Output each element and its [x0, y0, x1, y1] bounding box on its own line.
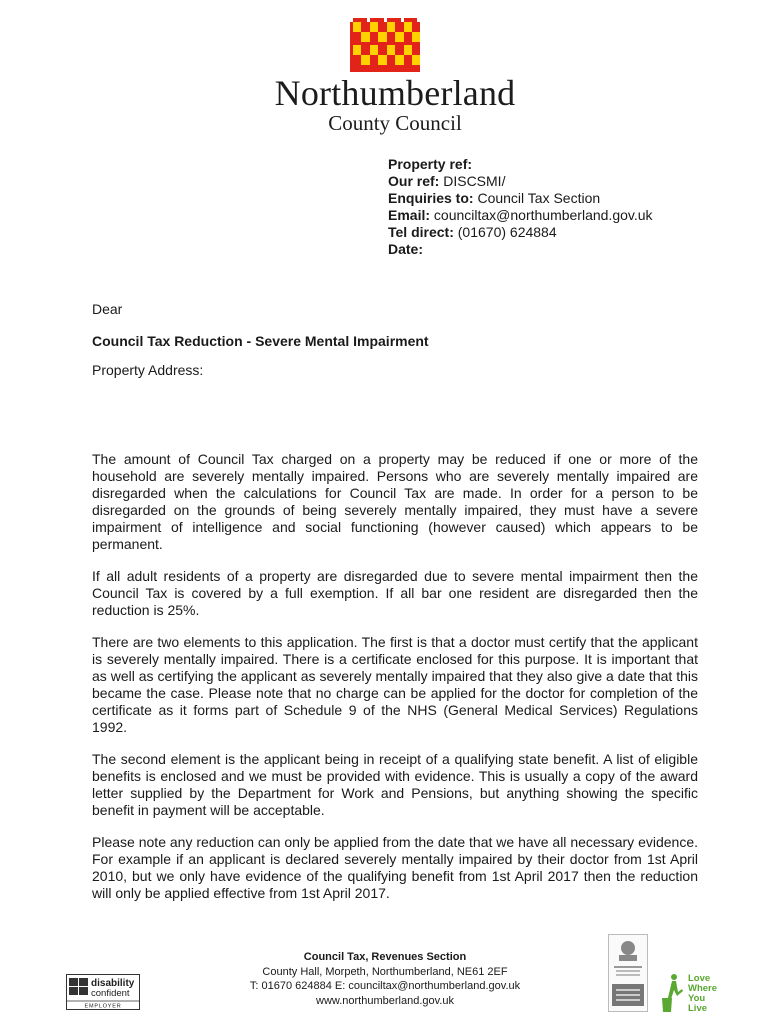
litter-bin-icon [662, 974, 683, 1012]
ref-label: Our ref: [388, 173, 440, 189]
footer-title: Council Tax, Revenues Section [303, 951, 467, 963]
ref-label: Property ref: [388, 156, 473, 172]
letter-subject: Council Tax Reduction - Severe Mental Impairment [92, 333, 429, 349]
crest-icon [350, 18, 420, 72]
paragraph: Please note any reduction can only be applied from the date that we have all necessary evidence. For example if an applicant is declared severely mentally impaired by their doctor from 1st April 2010, but we only have evidence of the qualifying benefit from 1st April 2017 then the reduction will only be applied effective from 1st April 2017. [92, 834, 698, 901]
org-name: Northumberland [274, 73, 516, 113]
lwyl-line: You [688, 993, 706, 1004]
lwyl-line: Love [688, 973, 711, 984]
paragraph: There are two elements to this application. The first is that a doctor must certify that the applicant is severely mentally impaired. There is a certificate enclosed for this purpose. It is important that as well as certifying the applicant as severely mentally impaired that they also give a date that this became the case. Please note that no charge can be applied for the doctor for completion of the certificate as it forms part of Schedule 9 of the NHS (General Medical Services) Regulations 1992. [92, 634, 698, 735]
ref-email [388, 207, 653, 224]
love-where-you-live-logo [660, 972, 732, 1014]
ref-value: DISCSMI/ [439, 173, 506, 189]
ref-tel [388, 224, 653, 241]
ref-enquiries [388, 190, 653, 207]
footer-contact: T: 01670 624884 E: counciltax@northumberland.gov.uk [249, 980, 521, 992]
ref-label: Email: [388, 207, 431, 223]
ref-label: Date: [388, 241, 424, 257]
lwyl-line: Where [688, 983, 718, 994]
dc-line2: confident [91, 988, 130, 999]
ref-date [388, 241, 653, 258]
council-logo [0, 18, 770, 134]
property-address-label: Property Address: [92, 362, 204, 378]
ref-value: counciltax@northumberland.gov.uk [430, 207, 653, 223]
paragraph: The second element is the applicant being in receipt of a qualifying state benefit. A list of eligible benefits is enclosed and we must be provided with evidence. This is usually a copy of the award letter supplied by the Department for Work and Pensions, but anything showing the specific benefit in payment will be acceptable. [92, 751, 698, 818]
letter-body [92, 301, 698, 917]
accreditation-badge [608, 934, 648, 1012]
ref-our [388, 173, 653, 190]
dc-line1: disability [91, 978, 135, 989]
paragraph: If all adult residents of a property are disregarded due to severe mental impairment then the Council Tax is covered by a full exemption. If all bar one resident are disregarded then the reduction is 25%. [92, 568, 698, 618]
ref-label: Enquiries to: [388, 190, 474, 206]
footer-address: County Hall, Morpeth, Northumberland, NE61 2EF [262, 965, 508, 978]
ref-value: Council Tax Section [473, 190, 601, 206]
ref-property [388, 156, 653, 173]
lwyl-line: Live [688, 1003, 708, 1014]
reference-block [388, 156, 653, 258]
paragraph: The amount of Council Tax charged on a property may be reduced if one or more of the household are severely mentally impaired. Persons who are severely mentally impaired are disregarded when the calculations for Council Tax are made. In order for a person to be disregarded on the grounds of being severely mentally impaired, they must have a severe impairment of intelligence and social functioning (however caused) which appears to be permanent. [92, 451, 698, 552]
footer-website[interactable]: www.northumberland.gov.uk [316, 994, 454, 1007]
disability-confident-badge [66, 974, 140, 1010]
dc-line3: EMPLOYER [84, 1003, 122, 1010]
org-sub: County Council [328, 111, 462, 135]
salutation: Dear [92, 301, 123, 317]
ref-value: (01670) 624884 [453, 224, 557, 240]
ref-label: Tel direct: [388, 224, 454, 240]
